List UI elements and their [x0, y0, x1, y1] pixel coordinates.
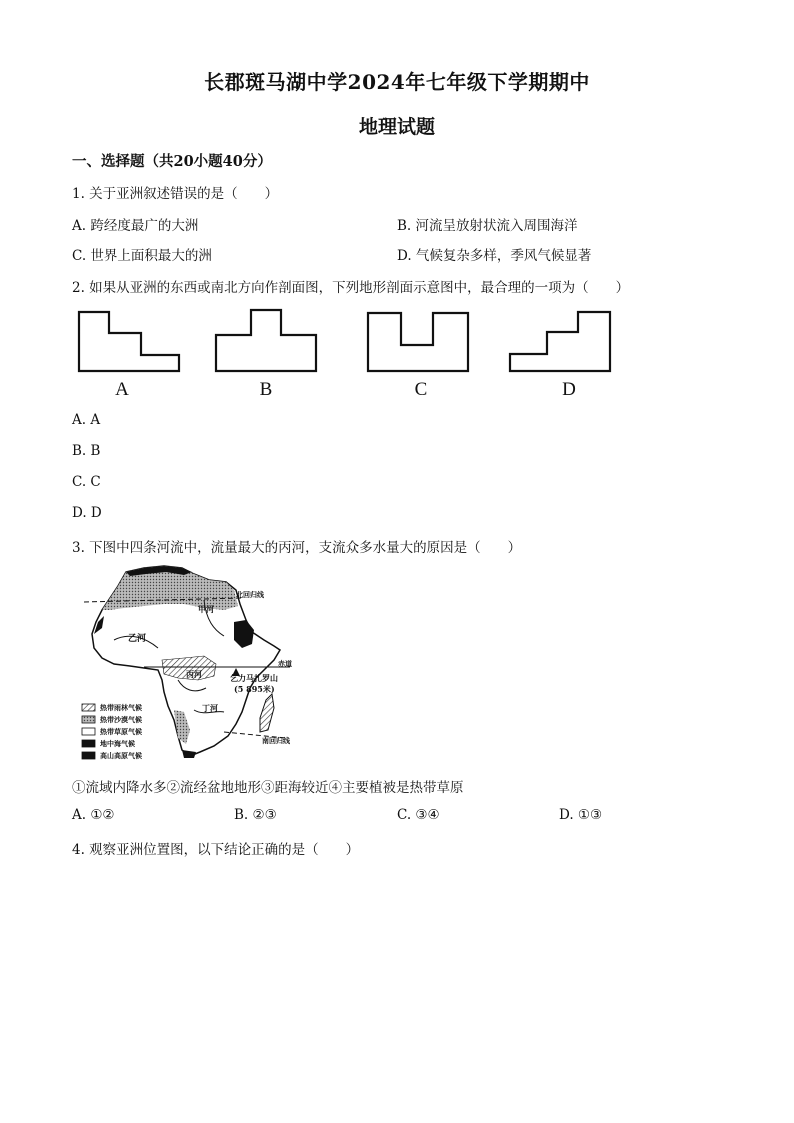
question-2-option-c[interactable]: C. C [72, 474, 101, 490]
map-label-river-bing: 丙河 [186, 669, 202, 679]
profile-figure-c [367, 312, 471, 373]
profile-label-c: C [414, 379, 428, 400]
map-label-tropic-south: 南回归线 [262, 736, 290, 745]
question-1-option-a[interactable]: A. 跨经度最广的大洲 [72, 218, 199, 234]
map-label-equator: 赤道 [278, 659, 292, 668]
section-heading: 一、选择题（共20小题40分） [72, 153, 272, 170]
profile-figure-b [215, 309, 319, 373]
profile-figure-d [509, 311, 613, 373]
page-subtitle: 地理试题 [358, 116, 435, 138]
question-2-option-b[interactable]: B. B [72, 443, 101, 459]
map-label-river-jia: 甲河 [198, 604, 214, 614]
map-label-river-yi: 乙河 [128, 634, 147, 644]
question-1-option-c[interactable]: C. 世界上面积最大的洲 [72, 248, 212, 264]
question-2-option-d[interactable]: D. D [72, 505, 102, 521]
map-label-mountain: 乞力马扎罗山 [230, 673, 278, 683]
question-1-option-b[interactable]: B. 河流呈放射状流入周围海洋 [397, 218, 578, 234]
question-3-option-c[interactable]: C. ③④ [397, 807, 440, 823]
profile-figure-a [78, 311, 182, 373]
question-3-statements: ①流域内降水多②流经盆地地形③距海较近④主要植被是热带草原 [72, 780, 464, 796]
map-label-river-ding: 丁河 [202, 703, 218, 713]
legend-item-savanna: 热带草原气候 [100, 727, 142, 736]
question-3-option-a[interactable]: A. ①② [72, 807, 115, 823]
question-3-option-b[interactable]: B. ②③ [234, 807, 277, 823]
question-3-option-d[interactable]: D. ①③ [559, 807, 603, 823]
question-1-stem: 1. 关于亚洲叙述错误的是（ ） [72, 186, 279, 202]
map-label-tropic-north: 北回归线 [236, 590, 264, 599]
question-4-stem: 4. 观察亚洲位置图，以下结论正确的是（ ） [72, 842, 360, 858]
question-2-stem: 2. 如果从亚洲的东西或南北方向作剖面图，下列地形剖面示意图中，最合理的一项为（ ） [72, 280, 630, 296]
profile-label-d: D [562, 379, 576, 400]
legend-item-mediterranean: 地中海气候 [100, 739, 135, 748]
profile-label-a: A [115, 379, 129, 400]
legend-item-highland: 高山高原气候 [100, 751, 142, 760]
map-label-mountain-height: (5 895米) [234, 684, 275, 694]
page-title: 长郡斑马湖中学2024年七年级下学期期中 [204, 70, 590, 94]
question-1-option-d[interactable]: D. 气候复杂多样，季风气候显著 [397, 248, 592, 264]
legend-item-rainforest: 热带雨林气候 [100, 703, 142, 712]
legend-item-desert: 热带沙漠气候 [100, 715, 142, 724]
question-2-option-a[interactable]: A. A [72, 412, 101, 428]
question-3-stem: 3. 下图中四条河流中，流量最大的丙河，支流众多水量大的原因是（ ） [72, 540, 522, 556]
profile-label-b: B [259, 379, 273, 400]
